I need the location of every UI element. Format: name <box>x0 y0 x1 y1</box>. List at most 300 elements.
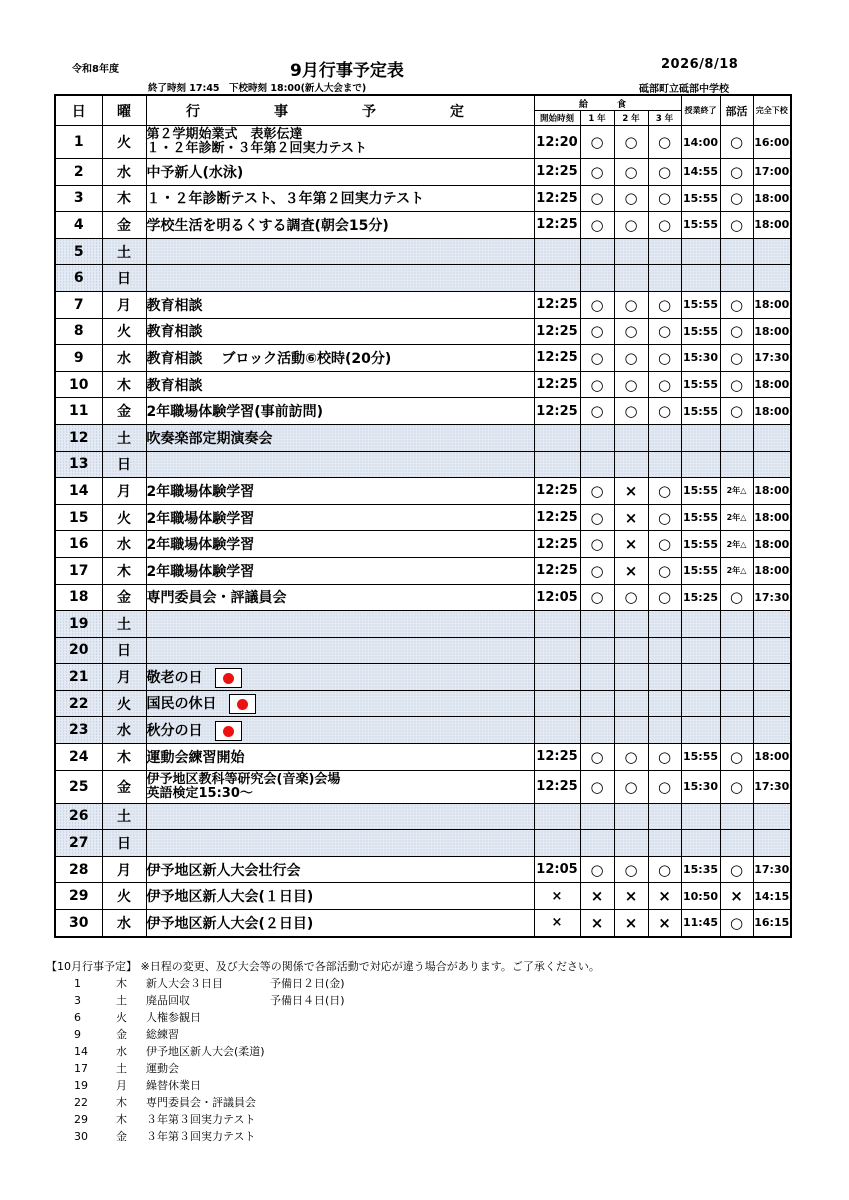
event-cell <box>146 531 534 558</box>
grade-1-lunch-cell: ○ <box>580 584 614 611</box>
weekday-cell: 土 <box>102 424 146 451</box>
weekday-cell: 日 <box>102 265 146 292</box>
lunch-start-cell <box>534 265 580 292</box>
table-row <box>55 238 791 265</box>
table-row <box>55 478 791 505</box>
grade-1-lunch-cell: ○ <box>580 856 614 883</box>
club-cell: ○ <box>720 159 753 186</box>
grade-1-lunch-cell: ○ <box>580 770 614 803</box>
class-end-cell: 11:45 <box>681 910 720 937</box>
class-end-cell: 15:55 <box>681 478 720 505</box>
club-cell: ○ <box>720 185 753 212</box>
leave-time-cell: 17:30 <box>753 345 791 372</box>
grade-3-lunch-cell <box>648 265 681 292</box>
grade-3-lunch-cell: ○ <box>648 345 681 372</box>
lunch-start-cell <box>534 664 580 691</box>
grade-1-lunch-cell: ○ <box>580 212 614 239</box>
event-cell <box>146 830 534 857</box>
weekday-cell: 火 <box>102 126 146 159</box>
note-event: 専門委員会・評議員会 <box>146 1096 256 1109</box>
table-row <box>55 398 791 425</box>
grade-3-lunch-cell <box>648 451 681 478</box>
grade-3-lunch-cell <box>648 637 681 664</box>
lunch-start-cell <box>534 611 580 638</box>
table-row <box>55 584 791 611</box>
event-text: 中予新人(水泳) <box>146 164 244 181</box>
grade-2-lunch-cell: ○ <box>614 584 648 611</box>
header-class-end: 授業終了 <box>681 95 720 126</box>
weekday-cell: 土 <box>102 611 146 638</box>
list-item <box>60 1111 600 1128</box>
notes-heading: 【10月行事予定】 ※日程の変更、及び大会等の関係で各部活動で対応が違う場合があります。ご了承ください。 <box>46 960 600 973</box>
grade-1-lunch-cell: × <box>580 910 614 937</box>
day-cell: 1 <box>55 126 102 159</box>
leave-time-cell: 17:00 <box>753 159 791 186</box>
weekday-cell: 水 <box>102 717 146 744</box>
event-cell <box>146 717 534 744</box>
event-cell <box>146 238 534 265</box>
school-name: 砥部町立砥部中学校 <box>639 84 729 95</box>
grade-3-lunch-cell <box>648 238 681 265</box>
grade-2-lunch-cell <box>614 238 648 265</box>
leave-time-cell: 18:00 <box>753 185 791 212</box>
grade-3-lunch-cell: ○ <box>648 557 681 584</box>
national-flag-icon <box>215 721 242 741</box>
grade-3-lunch-cell <box>648 611 681 638</box>
grade-3-lunch-cell: ○ <box>648 318 681 345</box>
event-cell <box>146 451 534 478</box>
event-text: 2年職場体験学習(事前訪問) <box>146 404 324 421</box>
grade-1-lunch-cell: ○ <box>580 504 614 531</box>
weekday-cell: 木 <box>102 557 146 584</box>
grade-3-lunch-cell: ○ <box>648 291 681 318</box>
leave-time-cell: 18:00 <box>753 291 791 318</box>
weekday-cell: 日 <box>102 637 146 664</box>
list-item <box>60 975 600 992</box>
event-cell <box>146 185 534 212</box>
day-cell: 19 <box>55 611 102 638</box>
event-text: 2年職場体験学習 <box>146 510 255 527</box>
header-day: 日 <box>55 95 102 126</box>
lunch-start-cell: 12:25 <box>534 770 580 803</box>
leave-time-cell: 18:00 <box>753 371 791 398</box>
note-event: ３年第３回実力テスト <box>146 1113 256 1126</box>
dismissal-times: 終了時刻 17:45 下校時刻 18:00(新人大会まで) <box>148 83 367 94</box>
class-end-cell: 14:00 <box>681 126 720 159</box>
grade-1-lunch-cell <box>580 830 614 857</box>
grade-1-lunch-cell: ○ <box>580 478 614 505</box>
lunch-start-cell <box>534 637 580 664</box>
note-event: 伊予地区新人大会(柔道) <box>146 1045 265 1058</box>
grade-2-lunch-cell: × <box>614 504 648 531</box>
lunch-start-cell: 12:25 <box>534 478 580 505</box>
national-flag-icon <box>229 694 256 714</box>
lunch-start-cell: 12:25 <box>534 557 580 584</box>
note-weekday: 水 <box>116 1045 127 1058</box>
table-row <box>55 185 791 212</box>
event-text: １・２年診断テスト、３年第２回実力テスト <box>146 191 425 208</box>
list-item <box>60 1043 600 1060</box>
event-text: 伊予地区新人大会(１日目) <box>146 889 314 906</box>
day-cell: 7 <box>55 291 102 318</box>
note-day: 19 <box>74 1079 88 1092</box>
event-cell <box>146 265 534 292</box>
event-text: 運動会練習開始 <box>146 749 245 766</box>
leave-time-cell: 18:00 <box>753 318 791 345</box>
header-grade-3: 3 年 <box>648 111 681 126</box>
event-cell <box>146 345 534 372</box>
event-text: 2年職場体験学習 <box>146 483 255 500</box>
event-text: 教育相談 ブロック活動⑥校時(20分) <box>146 350 392 367</box>
grade-2-lunch-cell: × <box>614 883 648 910</box>
event-cell <box>146 664 534 691</box>
table-row <box>55 371 791 398</box>
event-cell <box>146 504 534 531</box>
event-cell <box>146 557 534 584</box>
leave-time-cell: 18:00 <box>753 212 791 239</box>
grade-1-lunch-cell <box>580 637 614 664</box>
grade-2-lunch-cell <box>614 717 648 744</box>
day-cell: 15 <box>55 504 102 531</box>
club-cell: ○ <box>720 291 753 318</box>
grade-1-lunch-cell <box>580 717 614 744</box>
grade-2-lunch-cell <box>614 637 648 664</box>
weekday-cell: 月 <box>102 664 146 691</box>
class-end-cell: 15:55 <box>681 291 720 318</box>
club-cell <box>720 238 753 265</box>
note-extra: 予備日４日(日) <box>270 994 345 1007</box>
event-text: 第２学期始業式 表彰伝達 <box>146 127 303 142</box>
list-item <box>60 1094 600 1111</box>
event-text: 秋分の日 <box>146 722 203 739</box>
leave-time-cell <box>753 611 791 638</box>
weekday-cell: 水 <box>102 910 146 937</box>
club-cell <box>720 690 753 717</box>
fiscal-year: 令和8年度 <box>72 64 119 75</box>
table-row <box>55 212 791 239</box>
grade-2-lunch-cell: ○ <box>614 770 648 803</box>
leave-time-cell: 18:00 <box>753 557 791 584</box>
grade-2-lunch-cell: ○ <box>614 345 648 372</box>
grade-2-lunch-cell: × <box>614 557 648 584</box>
class-end-cell: 15:55 <box>681 531 720 558</box>
grade-1-lunch-cell <box>580 265 614 292</box>
list-item <box>60 1077 600 1094</box>
club-cell <box>720 265 753 292</box>
class-end-cell: 15:55 <box>681 318 720 345</box>
event-cell <box>146 856 534 883</box>
list-item <box>60 1060 600 1077</box>
lunch-start-cell <box>534 830 580 857</box>
class-end-cell <box>681 265 720 292</box>
grade-3-lunch-cell <box>648 664 681 691</box>
class-end-cell: 15:55 <box>681 212 720 239</box>
table-row <box>55 664 791 691</box>
note-weekday: 木 <box>116 1113 127 1126</box>
note-day: 6 <box>74 1011 81 1024</box>
grade-1-lunch-cell: ○ <box>580 126 614 159</box>
leave-time-cell: 18:00 <box>753 478 791 505</box>
header-lunch: 給 食 <box>534 95 681 111</box>
lunch-start-cell <box>534 717 580 744</box>
leave-time-cell: 18:00 <box>753 398 791 425</box>
leave-time-cell: 17:30 <box>753 584 791 611</box>
event-text: 教育相談 <box>146 324 203 341</box>
grade-1-lunch-cell <box>580 238 614 265</box>
weekday-cell: 金 <box>102 770 146 803</box>
class-end-cell <box>681 830 720 857</box>
grade-1-lunch-cell <box>580 611 614 638</box>
grade-2-lunch-cell <box>614 830 648 857</box>
note-weekday: 土 <box>116 1062 127 1075</box>
club-cell: ○ <box>720 126 753 159</box>
note-extra: 予備日２日(金) <box>270 977 345 990</box>
club-cell: ○ <box>720 318 753 345</box>
table-row <box>55 504 791 531</box>
weekday-cell: 月 <box>102 478 146 505</box>
lunch-start-cell <box>534 451 580 478</box>
event-cell <box>146 318 534 345</box>
grade-1-lunch-cell: ○ <box>580 345 614 372</box>
class-end-cell: 15:55 <box>681 504 720 531</box>
weekday-cell: 火 <box>102 690 146 717</box>
grade-1-lunch-cell: ○ <box>580 398 614 425</box>
event-text: 伊予地区新人大会(２日目) <box>146 915 314 932</box>
day-cell: 6 <box>55 265 102 292</box>
class-end-cell: 15:55 <box>681 398 720 425</box>
table-row <box>55 265 791 292</box>
grade-2-lunch-cell <box>614 451 648 478</box>
grade-1-lunch-cell <box>580 664 614 691</box>
grade-1-lunch-cell: ○ <box>580 159 614 186</box>
note-event: 人権参観日 <box>146 1011 201 1024</box>
lunch-start-cell: 12:25 <box>534 504 580 531</box>
class-end-cell: 15:25 <box>681 584 720 611</box>
class-end-cell: 15:35 <box>681 856 720 883</box>
class-end-cell <box>681 717 720 744</box>
lunch-start-cell <box>534 424 580 451</box>
lunch-start-cell: 12:25 <box>534 531 580 558</box>
grade-1-lunch-cell: ○ <box>580 531 614 558</box>
lunch-start-cell: 12:05 <box>534 856 580 883</box>
club-cell: × <box>720 883 753 910</box>
leave-time-cell: 16:15 <box>753 910 791 937</box>
header-leave: 完全下校 <box>753 95 791 126</box>
lunch-start-cell: 12:25 <box>534 291 580 318</box>
event-cell <box>146 398 534 425</box>
weekday-cell: 火 <box>102 318 146 345</box>
grade-3-lunch-cell: × <box>648 883 681 910</box>
grade-2-lunch-cell <box>614 664 648 691</box>
lunch-start-cell: 12:05 <box>534 584 580 611</box>
grade-2-lunch-cell: ○ <box>614 212 648 239</box>
lunch-start-cell: 12:25 <box>534 398 580 425</box>
grade-2-lunch-cell: × <box>614 478 648 505</box>
event-cell <box>146 744 534 771</box>
class-end-cell <box>681 451 720 478</box>
table-row <box>55 803 791 830</box>
event-cell <box>146 883 534 910</box>
leave-time-cell <box>753 664 791 691</box>
leave-time-cell <box>753 424 791 451</box>
grade-3-lunch-cell <box>648 424 681 451</box>
table-row <box>55 770 791 803</box>
leave-time-cell <box>753 451 791 478</box>
weekday-cell: 月 <box>102 856 146 883</box>
event-cell <box>146 910 534 937</box>
grade-2-lunch-cell <box>614 611 648 638</box>
note-event: 廃品回収 <box>146 994 190 1007</box>
club-cell <box>720 424 753 451</box>
weekday-cell: 水 <box>102 345 146 372</box>
table-row <box>55 451 791 478</box>
day-cell: 16 <box>55 531 102 558</box>
day-cell: 21 <box>55 664 102 691</box>
event-text: 学校生活を明るくする調査(朝会15分) <box>146 217 389 234</box>
club-cell: ○ <box>720 910 753 937</box>
class-end-cell: 15:30 <box>681 345 720 372</box>
event-text: 2年職場体験学習 <box>146 563 255 580</box>
day-cell: 24 <box>55 744 102 771</box>
schedule-table <box>54 94 792 938</box>
grade-2-lunch-cell: × <box>614 531 648 558</box>
day-cell: 28 <box>55 856 102 883</box>
note-weekday: 金 <box>116 1028 127 1041</box>
grade-1-lunch-cell: ○ <box>580 557 614 584</box>
weekday-cell: 木 <box>102 185 146 212</box>
day-cell: 18 <box>55 584 102 611</box>
note-event: ３年第３回実力テスト <box>146 1130 256 1143</box>
class-end-cell: 15:30 <box>681 770 720 803</box>
class-end-cell: 15:55 <box>681 557 720 584</box>
lunch-start-cell <box>534 803 580 830</box>
table-row <box>55 690 791 717</box>
leave-time-cell: 18:00 <box>753 531 791 558</box>
grade-3-lunch-cell: ○ <box>648 185 681 212</box>
list-item <box>60 1009 600 1026</box>
event-cell <box>146 371 534 398</box>
day-cell: 8 <box>55 318 102 345</box>
day-cell: 5 <box>55 238 102 265</box>
club-cell <box>720 830 753 857</box>
leave-time-cell <box>753 637 791 664</box>
club-cell: 2年△ <box>720 504 753 531</box>
class-end-cell: 14:55 <box>681 159 720 186</box>
grade-3-lunch-cell: ○ <box>648 504 681 531</box>
note-event: 総練習 <box>146 1028 179 1041</box>
october-notes <box>46 958 600 1145</box>
event-cell <box>146 212 534 239</box>
club-cell <box>720 803 753 830</box>
lunch-start-cell: 12:25 <box>534 744 580 771</box>
event-text: 伊予地区新人大会壮行会 <box>146 862 301 879</box>
leave-time-cell: 17:30 <box>753 770 791 803</box>
note-weekday: 火 <box>116 1011 127 1024</box>
grade-2-lunch-cell: ○ <box>614 318 648 345</box>
leave-time-cell <box>753 830 791 857</box>
event-cell <box>146 478 534 505</box>
grade-3-lunch-cell: ○ <box>648 398 681 425</box>
day-cell: 11 <box>55 398 102 425</box>
leave-time-cell <box>753 238 791 265</box>
table-row <box>55 291 791 318</box>
event-text: １・２年診断・３年第２回実力テスト <box>146 141 367 156</box>
table-row <box>55 717 791 744</box>
grade-2-lunch-cell: ○ <box>614 744 648 771</box>
day-cell: 12 <box>55 424 102 451</box>
grade-1-lunch-cell <box>580 424 614 451</box>
lunch-start-cell: 12:25 <box>534 318 580 345</box>
grade-3-lunch-cell: ○ <box>648 126 681 159</box>
event-cell <box>146 424 534 451</box>
lunch-start-cell: 12:25 <box>534 185 580 212</box>
note-day: 9 <box>74 1028 81 1041</box>
grade-2-lunch-cell <box>614 690 648 717</box>
note-event: 繰替休業日 <box>146 1079 201 1092</box>
club-cell <box>720 717 753 744</box>
club-cell: ○ <box>720 345 753 372</box>
note-day: 22 <box>74 1096 88 1109</box>
club-cell: ○ <box>720 212 753 239</box>
grade-1-lunch-cell: ○ <box>580 318 614 345</box>
grade-1-lunch-cell <box>580 690 614 717</box>
day-cell: 27 <box>55 830 102 857</box>
event-cell <box>146 126 534 159</box>
class-end-cell <box>681 424 720 451</box>
grade-2-lunch-cell <box>614 424 648 451</box>
table-row <box>55 424 791 451</box>
class-end-cell: 15:55 <box>681 371 720 398</box>
issue-date: 2026/8/18 <box>661 57 739 72</box>
weekday-cell: 日 <box>102 451 146 478</box>
grade-2-lunch-cell: ○ <box>614 291 648 318</box>
national-flag-icon <box>215 668 242 688</box>
grade-1-lunch-cell: ○ <box>580 291 614 318</box>
day-cell: 9 <box>55 345 102 372</box>
weekday-cell: 木 <box>102 371 146 398</box>
table-row <box>55 345 791 372</box>
note-weekday: 金 <box>116 1130 127 1143</box>
day-cell: 10 <box>55 371 102 398</box>
leave-time-cell <box>753 690 791 717</box>
grade-2-lunch-cell: ○ <box>614 126 648 159</box>
grade-3-lunch-cell: ○ <box>648 478 681 505</box>
day-cell: 3 <box>55 185 102 212</box>
leave-time-cell <box>753 803 791 830</box>
note-event: 新人大会３日目 <box>146 977 223 990</box>
event-cell <box>146 770 534 803</box>
grade-2-lunch-cell: ○ <box>614 159 648 186</box>
lunch-start-cell <box>534 238 580 265</box>
event-text: 教育相談 <box>146 297 203 314</box>
club-cell: 2年△ <box>720 557 753 584</box>
club-cell: ○ <box>720 856 753 883</box>
grade-2-lunch-cell: × <box>614 910 648 937</box>
note-weekday: 月 <box>116 1079 127 1092</box>
note-day: 30 <box>74 1130 88 1143</box>
event-cell <box>146 690 534 717</box>
grade-1-lunch-cell <box>580 451 614 478</box>
grade-3-lunch-cell <box>648 830 681 857</box>
lunch-start-cell: 12:20 <box>534 126 580 159</box>
club-cell: ○ <box>720 398 753 425</box>
list-item <box>60 1128 600 1145</box>
note-day: 1 <box>74 977 81 990</box>
page-title: 9月行事予定表 <box>290 61 404 81</box>
club-cell: ○ <box>720 770 753 803</box>
weekday-cell: 火 <box>102 504 146 531</box>
lunch-start-cell: × <box>534 883 580 910</box>
